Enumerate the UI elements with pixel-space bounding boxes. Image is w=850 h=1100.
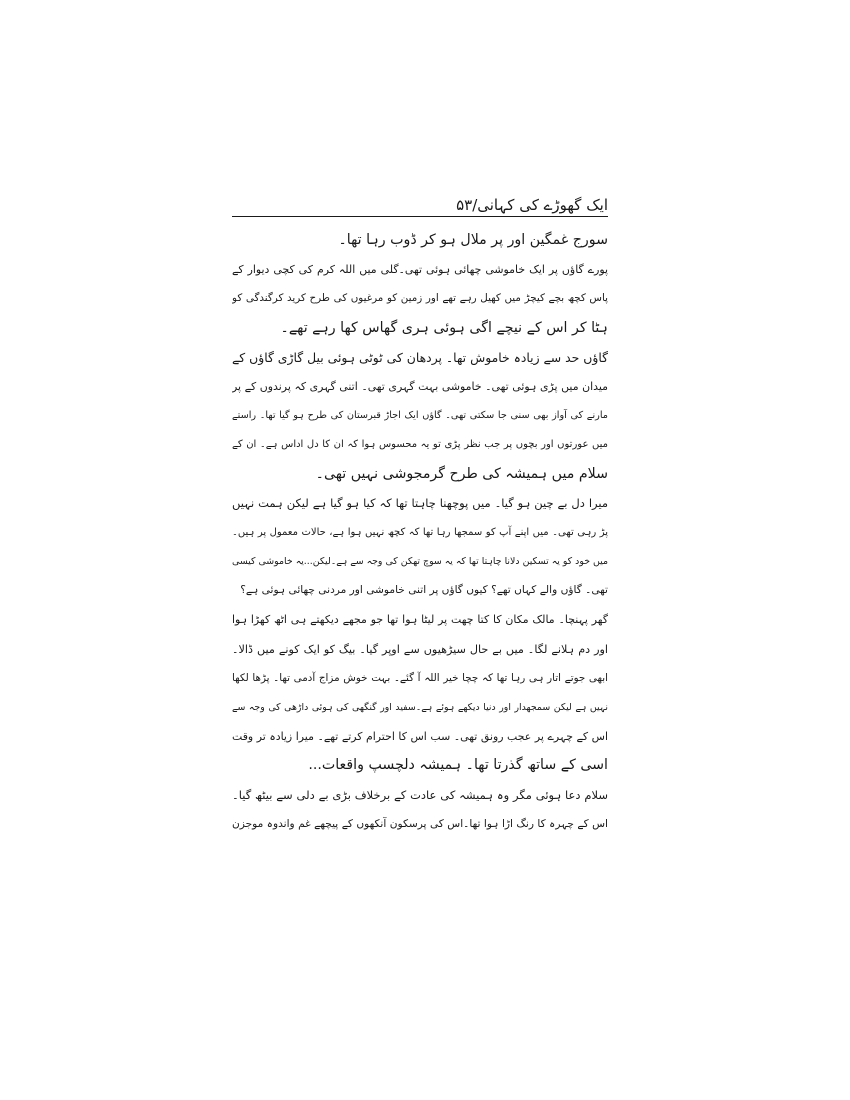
text-line: میرا دل بے چین ہو گیا۔ میں پوچھنا چاہتا تھا کہ کیا ہو گیا ہے لیکن ہمت نہیں	[232, 495, 608, 510]
text-line: پڑ رہی تھی۔ میں اپنے آپ کو سمجھا رہا تھا کہ کچھ نہیں ہوا ہے، حالات معمول پر ہیں۔	[232, 526, 608, 538]
text-line: اسی کے ساتھ گذرتا تھا۔ ہمیشہ دلچسپ واقعات...	[308, 757, 608, 774]
paragraph	[232, 605, 608, 780]
text-line: گاؤں حد سے زیادہ خاموش تھا۔ پردھان کی ٹوٹی ہوئی بیل گاڑی گاؤں کے	[232, 349, 608, 365]
running-header: ایک گھوڑے کی کہانی/۵۳	[456, 196, 608, 214]
text-line: سورج غمگین اور پر ملال ہو کر ڈوب رہا تھا۔	[338, 232, 608, 248]
text-line: سلام میں ہمیشہ کی طرح گرمجوشی نہیں تھی۔	[315, 465, 608, 482]
text-line: ہٹا کر اس کے نیچے اگی ہوئی ہری گھاس کھا رہے تھے۔	[280, 319, 608, 336]
body-text	[232, 226, 608, 839]
paragraph	[232, 226, 608, 255]
paragraph	[232, 489, 608, 606]
text-line: میں عورتوں اور بچوں پر جب نظر پڑی تو یہ محسوس ہوا کہ ان کا دل اداس ہے۔ ان کے	[232, 439, 608, 451]
paragraph	[232, 781, 608, 839]
text-line: اس کے چہرہ کا رنگ اڑا ہوا تھا۔اس کی پرسکون آنکھوں کے پیچھے غم واندوہ موجزن	[232, 817, 608, 830]
paragraph	[232, 343, 608, 489]
text-line: ابھی جوتے اتار ہی رہا تھا کہ چچا خیر اللہ آ گئے۔ بہت خوش مزاج آدمی تھا۔ پڑھا لکھا	[232, 671, 608, 684]
header-rule	[232, 216, 608, 217]
text-line: میدان میں پڑی ہوئی تھی۔ خاموشی بہت گہری تھی۔ اتنی گہری کہ پرندوں کے پر	[232, 379, 608, 393]
text-line: سلام دعا ہوئی مگر وہ ہمیشہ کی عادت کے برخلاف بڑی بے دلی سے بیٹھ گیا۔	[232, 787, 608, 802]
text-line: مارنے کی آواز بھی سنی جا سکتی تھی۔ گاؤں ایک اجاڑ قبرستان کی طرح ہو گیا تھا۔ راستے	[232, 410, 608, 422]
text-line: اور دم ہلانے لگا۔ میں بے حال سیڑھیوں سے اوپر گیا۔ بیگ کو ایک کونے میں ڈالا۔	[232, 642, 608, 656]
text-line: اس کے چہرے پر عجب رونق تھی۔ سب اس کا احترام کرتے تھے۔ میرا زیادہ تر وقت	[232, 730, 608, 744]
text-line: تھی۔ گاؤں والے کہاں تھے؟ کیوں گاؤں پر اتنی خاموشی اور مردنی چھائی ہوئی ہے؟	[240, 584, 608, 597]
text-line: میں خود کو یہ تسکین دلانا چاہتا تھا کہ یہ سوچ تھکن کی وجہ سے ہے۔لیکن...یہ خاموشی کیسی	[232, 556, 608, 568]
paragraph	[232, 255, 608, 343]
text-line: نہیں ہے لیکن سمجھدار اور دنیا دیکھے ہوئے ہے۔سفید اور گنگھی کی ہوئی داڑھی کی وجہ سے	[232, 702, 608, 713]
text-line: پورے گاؤں پر ایک خاموشی چھائی ہوئی تھی۔گلی میں اللہ کرم کی کچی دیوار کے	[232, 263, 608, 277]
text-line: پاس کچھ بچے کیچڑ میں کھیل رہے تھے اور زمین کو مرغیوں کی طرح کرید کرگندگی کو	[232, 292, 608, 305]
text-line: گھر پہنچا۔ مالک مکان کا کتا چھت پر لیٹا ہوا تھا جو مجھے دیکھتے ہی اٹھ کھڑا ہوا	[232, 613, 608, 627]
